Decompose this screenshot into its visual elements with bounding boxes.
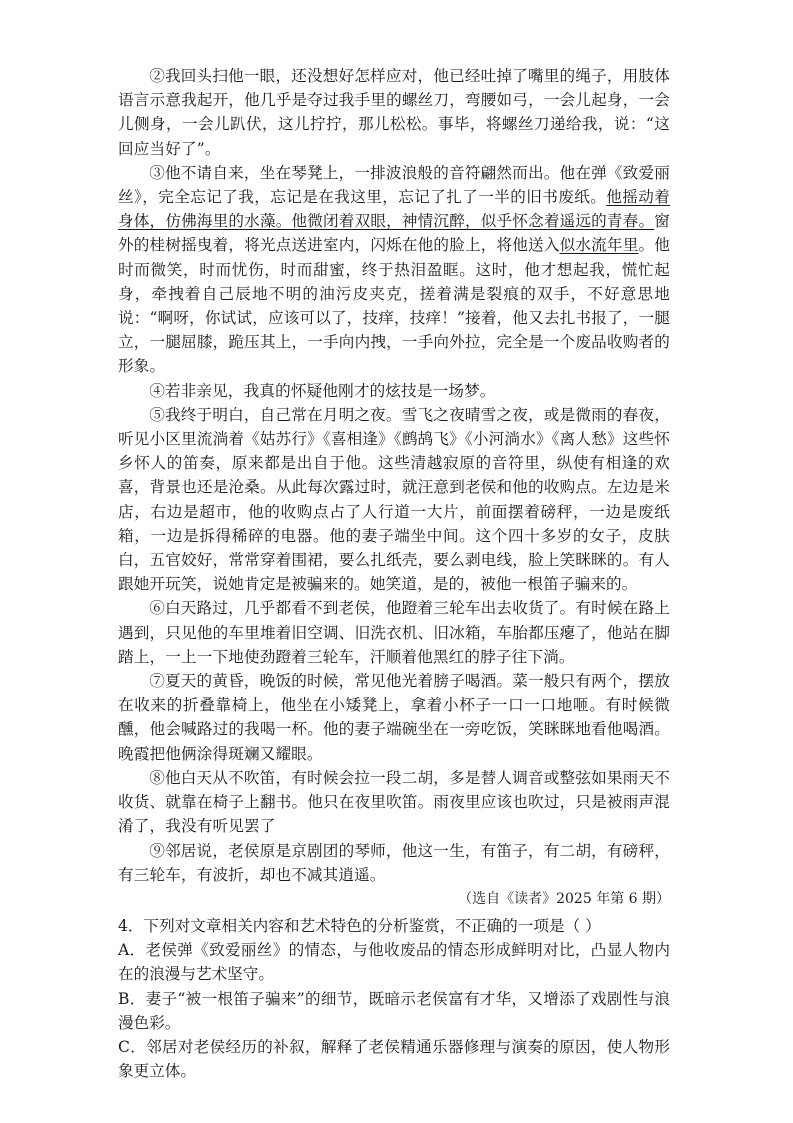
underlined-sentence: 他摇动着身体，仿佛海里的水藻。他微闭着双眼，神情沉醉，似乎怀念着遥远的青春。	[118, 188, 670, 231]
question-4	[118, 914, 670, 1083]
paragraph-text: 窗外的桂树摇曳着，将光点送进室内，闪烁在他的脸上，将他送入	[118, 212, 670, 255]
paragraph-text: ⑥白天路过，几乎都看不到老侯，他蹬着三轮车出去收货了。有时候在路上遇到，只见他的车里堆着旧空调、旧洗衣机、旧冰箱，车胎都压瘪了，他站在脚踏上，一上一下地使劲蹬着三轮车，汗顺着他黑红的脖子往下淌。	[118, 599, 670, 666]
paragraph-text: ④若非亲见，我真的怀疑他刚才的炫技是一场梦。	[149, 381, 496, 400]
article-body	[118, 64, 670, 1083]
paragraph-8	[118, 766, 670, 839]
question-stem: 4．下列对文章相关内容和艺术特色的分析鉴赏，不正确的一项是（ ）	[118, 916, 601, 935]
paragraph-4	[118, 379, 670, 403]
underlined-phrase: 似水流年里	[559, 236, 639, 255]
option-b: B．妻子“被一根笛子骗来”的细节，既暗示老侯富有才华，又增添了戏剧性与浪漫色彩。	[118, 989, 670, 1032]
paragraph-7	[118, 669, 670, 766]
paragraph-text: ②我回头扫他一眼，还没想好怎样应对，他已经吐掉了嘴里的绳子，用肢体语言示意我起开，他几乎是夺过我手里的螺丝刀，弯腰如弓，一会儿起身，一会儿侧身，一会儿趴伏，这儿拧拧，那儿松松。事毕，将螺丝刀递给我，说：“这回应当好了”。	[118, 67, 670, 158]
option-c: C．邻居对老侯经历的补叙，解释了老侯精通乐器修理与演奏的原因，使人物形象更立体。	[118, 1037, 670, 1081]
paragraph-9	[118, 839, 670, 887]
paragraph-5	[118, 403, 670, 597]
paragraph-text: ⑧他白天从不吹笛，有时候会拉一段二胡，多是替人调音或整弦如果雨天不收货、就靠在椅子上翻书。他只在夜里吹笛。雨夜里应该也吹过，只是被雨声混淆了，我没有听见罢了	[118, 768, 670, 836]
paragraph-text: ⑤我终于明白，自己常在月明之夜。雪飞之夜晴雪之夜，或是微雨的春夜，听见小区里流淌着《姑苏行》《喜相逢》《鹧鸪飞》《小河淌水》《离人愁》这些怀乡怀人的笛奏，原来都是出自于他。这些清越寂原的音符里，纵使有相逢的欢喜，背景也还是沧桑。从此每次露过时，就汪意到老侯和他的收购点。左边是米店，右边是超市，他的收购点占了人行道一大片，前面摆着磅秤，一边是废纸箱，一边是拆得稀碎的电器。他的妻子端坐中间。这个四十多岁的女子，皮肤白，五官姣好，常常穿着围裙，要么扎纸壳，要么剥电线，脸上笑眯眯的。有人跟她开玩笑，说她肯定是被骗来的。她笑道，是的，被他一根笛子骗来的。	[118, 405, 670, 594]
paragraph-6	[118, 596, 670, 669]
paragraph-3	[118, 161, 670, 379]
paragraph-text: ⑨邻居说，老侯原是京剧团的琴师，他这一生，有笛子，有二胡，有磅秤，有三轮车，有波折，却也不减其逍遥。	[118, 841, 670, 884]
source-citation: （选自《读者》2025 年第 6 期）	[458, 890, 670, 907]
paragraph-text: ③他不请自来，坐在琴凳上，一排波浪般的音符翩然而出。他在弹《致爱丽丝》，完全忘记了我，忘记是在我这里，忘记了扎了一半的旧书废纸。	[118, 163, 670, 207]
paragraph-text: 。他时而微笑，时而忧伤，时而甜蜜，终于热泪盈眶。这时，他才想起我，慌忙起身，牵拽着自己辰地不明的油污皮夹克，搓着满是裂痕的双手，不好意思地说：“啊呀，你试试，应该可以了，技痒，技痒！”接着，他又去扎书报了，一腿立，一腿屈膝，跪压其上，一手向内拽，一手向外拉，完全是一个废品收购者的形象。	[118, 236, 670, 376]
paragraph-2	[118, 64, 670, 161]
paragraph-text: ⑦夏天的黄昏，晚饭的时候，常见他光着膀子喝酒。菜一般只有两个，摆放在收来的折叠靠椅上，他坐在小矮凳上，拿着小杯子一口一口地咂。有时候微醺，他会喊路过的我喝一杯。他的妻子端碗坐在一旁吃饭，笑眯眯地看他喝酒。晚霞把他俩涂得斑斓又耀眼。	[118, 672, 670, 763]
option-a: A．老侯弹《致爱丽丝》的情态，与他收废品的情态形成鲜明对比，凸显人物内在的浪漫与艺术坚守。	[118, 941, 670, 984]
